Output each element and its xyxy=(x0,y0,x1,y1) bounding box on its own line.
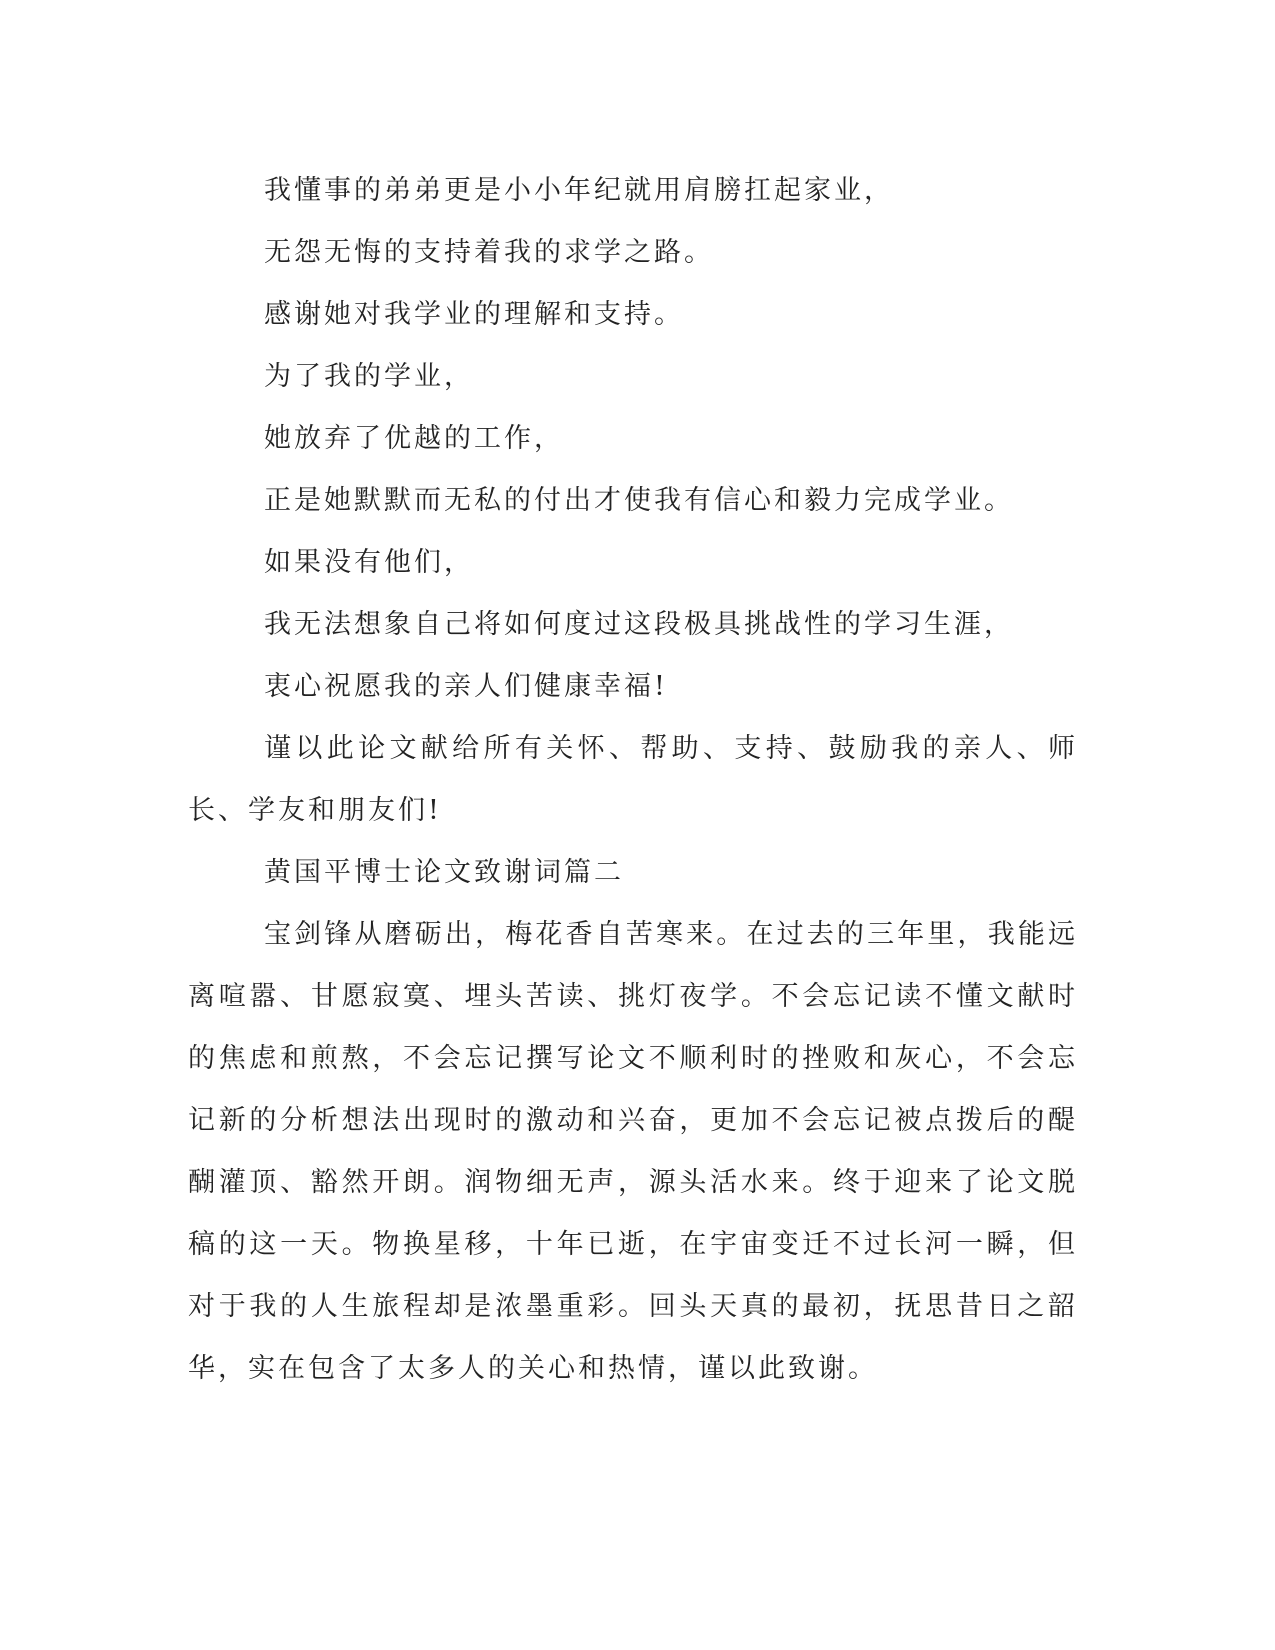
document-body xyxy=(188,160,1078,1400)
paragraph: 如果没有他们， xyxy=(264,547,474,578)
paragraph: 衷心祝愿我的亲人们健康幸福! xyxy=(264,671,668,702)
paragraph: 为了我的学业， xyxy=(264,361,474,392)
paragraph: 正是她默默而无私的付出才使我有信心和毅力完成学业。 xyxy=(264,485,1014,516)
section-title: 黄国平博士论文致谢词篇二 xyxy=(264,857,624,888)
paragraph: 感谢她对我学业的理解和支持。 xyxy=(264,299,684,330)
paragraph: 她放弃了优越的工作， xyxy=(264,423,564,454)
closing-paragraph: 宝剑锋从磨砺出，梅花香自苦寒来。在过去的三年里，我能远离喧嚣、甘愿寂寞、埋头苦读、挑灯夜学。不会忘记读不懂文献时的焦虑和煎熬，不会忘记撰写论文不顺利时的挫败和灰心，不会忘记新的分析想法出现时的激动和兴奋，更加不会忘记被点拨后的醍醐灌顶、豁然开朗。润物细无声，源头活水来。终于迎来了论文脱稿的这一天。物换星移，十年已逝，在宇宙变迁不过长河一瞬，但对于我的人生旅程却是浓墨重彩。回头天真的最初，抚思昔日之韶华，实在包含了太多人的关心和热情，谨以此致谢。 xyxy=(188,919,1078,1384)
paragraph: 我无法想象自己将如何度过这段极具挑战性的学习生涯， xyxy=(264,609,1014,640)
paragraph: 我懂事的弟弟更是小小年纪就用肩膀扛起家业， xyxy=(264,175,894,206)
paragraph: 谨以此论文献给所有关怀、帮助、支持、鼓励我的亲人、师长、学友和朋友们! xyxy=(188,733,1078,826)
paragraph: 无怨无悔的支持着我的求学之路。 xyxy=(264,237,714,268)
